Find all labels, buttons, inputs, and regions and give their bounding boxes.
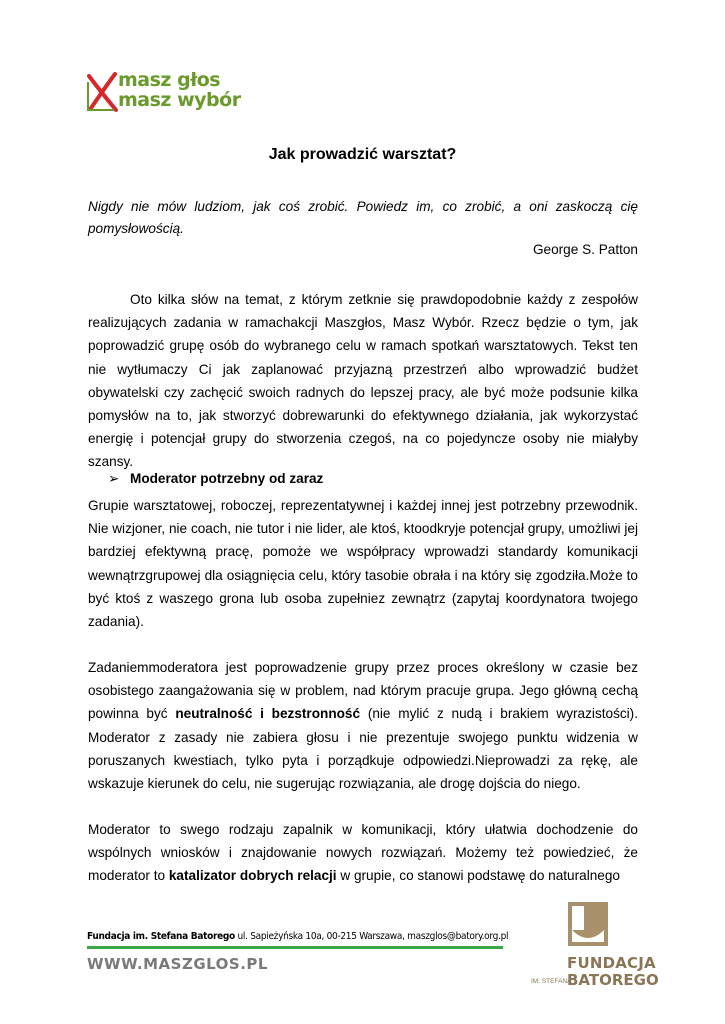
emphasis-neutrality: neutralność i bezstronność [175,706,361,722]
fb-logo-word-1: FUNDACJA [567,954,656,972]
emphasis-catalyst: katalizator dobrych relacji [168,868,337,884]
footer-address-text: ul. Sapieżyńska 10a, 00-215 Warszawa, maszglos@batory.org.pl [234,931,509,942]
epigraph-quote: Nigdy nie mów ludziom, jak coś zrobić. Powiedz im, co zrobić, a oni zaskoczą cię pomysłowością. [88,199,638,236]
logo-line-1: masz głos [118,69,221,91]
intro-paragraph: Oto kilka słów na temat, z którym zetknie się prawdopodobnie każdy z zespołów realizujących zadania w ramachakcji Maszgłos, Masz Wybór. Rzecz będzie o tym, jak poprowadzić grupę osób do wybranego celu w ramach spotkań warsztatowych. Tekst ten nie wytłumaczy Ci jak zaplanować przyjazną przestrzeń albo wprowadzić budżet obywatelski czy zachęcić swoich radnych do lepszej pracy, ale być może podsunie kilka pomysłów na to, jak stworzyć dobrewarunki do efektywnego działania, jak wykorzystać energię i potencjał grupy do stworzenia czegoś, na co pojedyncze osoby nie miałyby szansy. [88,292,638,470]
quote-author: George S. Patton [532,242,638,257]
batory-emblem-icon [568,902,608,946]
fb-logo-word-2: BATOREGO [567,971,659,989]
masz-glos-logo [86,68,246,114]
document-title: Jak prowadzić warsztat? [268,146,457,163]
footer-divider [87,946,503,949]
section-paragraph-3: Moderator to swego rodzaju zapalnik w komunikacji, który ułatwia dochodzenie do wspólnych wniosków i znajdowanie nowych rozwiązań. Możemy też powiedzieć, że moderator to katalizator dobrych relacji w grupie, co stanowi podstawę do naturalnego [88,822,638,884]
section-heading [108,471,323,487]
ballot-x-icon [86,68,120,114]
section-paragraph-1: Grupie warsztatowej, roboczej, reprezentatywnej i każdej innej jest potrzebny przewodnik. Nie wizjoner, nie coach, nie tutor i nie lider, ale ktoś, ktoodkryje potencjał grupy, umożliwi jej bardziej efektywną pracę, pomoże we współpracy wprowadzi standardy komunikacji wewnątrzgrupowej dla osiągnięcia celu, który tasobie obrała i na który się zgodziła.Może to być ktoś z waszego grona lub osoba zupełniez zewnątrz (zapytaj koordynatora twojego zadania). [88,498,638,630]
fundacja-batorego-logo [531,902,659,992]
footer-website-link[interactable]: WWW.MASZGLOS.PL [87,955,268,973]
logo-line-2: masz wybór [118,89,241,111]
footer-address [87,931,508,942]
arrow-bullet-icon: ➢ [108,471,120,486]
footer-org-name: Fundacja im. Stefana Batorego [87,931,235,942]
section-heading-text: Moderator potrzebny od zaraz [130,471,324,486]
fb-logo-small: IM. STEFANA [531,978,572,985]
section-paragraph-2: Zadaniemmoderatora jest poprowadzenie grupy przez proces określony w czasie bez osobistego zaangażowania się w problem, nad którym pracuje grupa. Jego główną cechą powinna być neutralność i bezstronność (nie mylić z nudą i brakiem wyrazistości). Moderator z zasady nie zabiera głosu i nie prezentuje swojego punktu widzenia w poruszanych kwestiach, tylko pyta i porządkuje odpowiedzi.Nieprowadzi za rękę, ale wskazuje kierunek do celu, nie sugerując rozwiązania, ale drogę dojścia do niego. [88,660,638,792]
